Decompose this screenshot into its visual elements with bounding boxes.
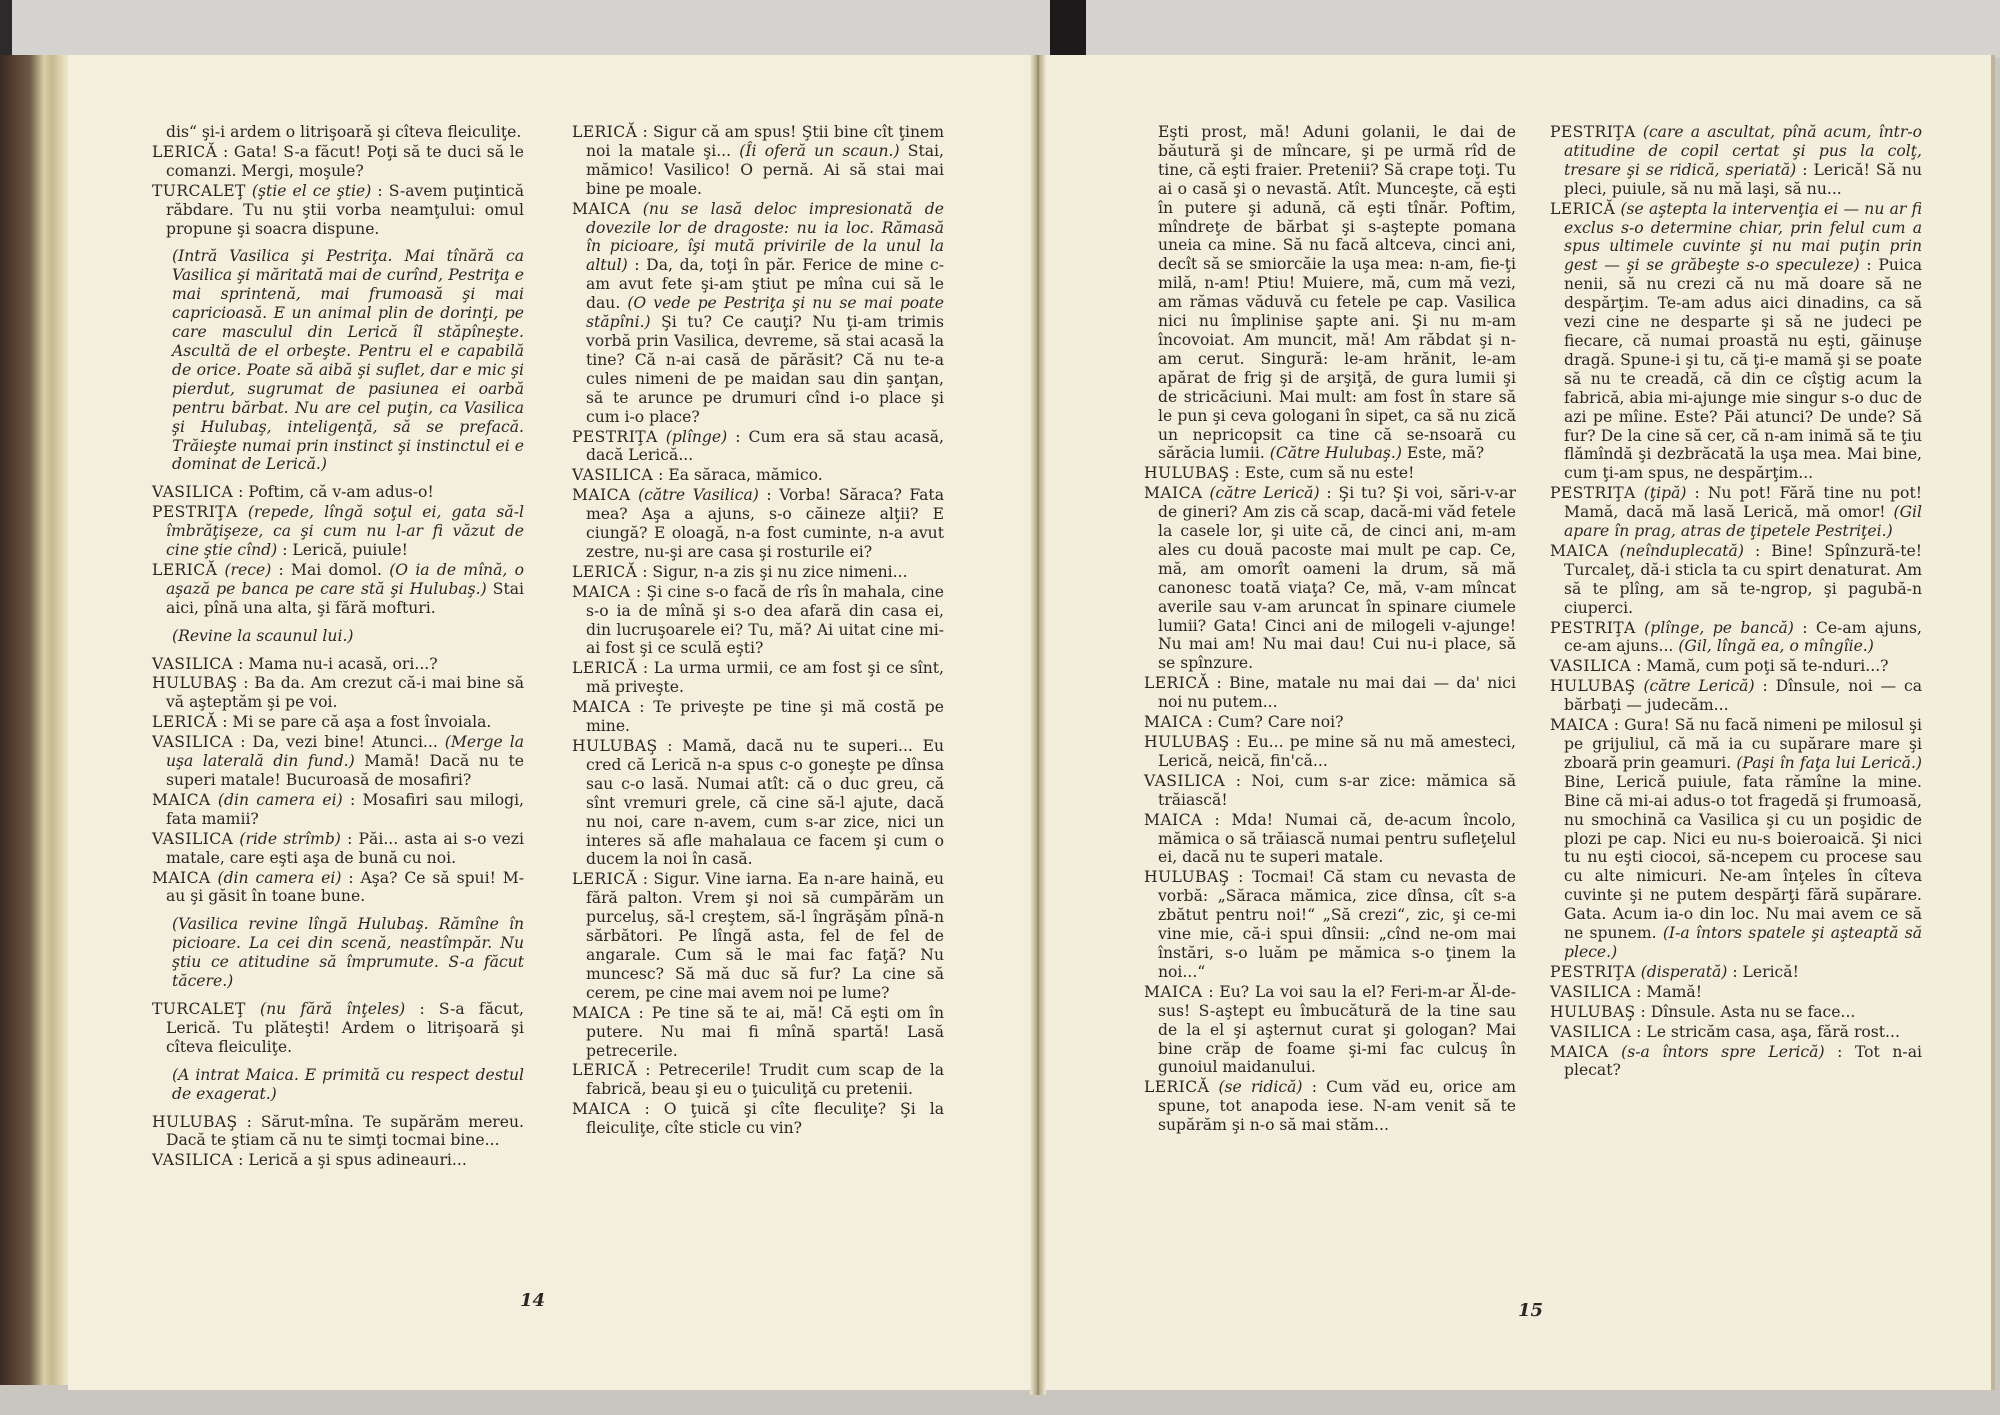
speaker-name: VASILICA xyxy=(152,733,234,752)
dialogue-text: : Cum văd eu, orice am spune, tot anapoda iese. N-am venit să te supărăm şi n-o să mai stăm... xyxy=(1158,1078,1516,1135)
dialogue-line xyxy=(1144,464,1516,483)
speaker-name: HULUBAŞ xyxy=(1550,1002,1636,1021)
dialogue-text: : Este, cum să nu este! xyxy=(1229,464,1415,483)
speaker-name: VASILICA xyxy=(1144,771,1226,790)
dialogue-line xyxy=(1144,868,1516,981)
dialogue-text: : Lerică, puiule! xyxy=(277,541,408,560)
speaker-direction: (plînge) xyxy=(657,427,728,446)
dialogue-line xyxy=(1144,674,1516,712)
inline-direction: (I-a întors spatele şi aşteaptă să plece.) xyxy=(1564,924,1923,961)
dialogue-line xyxy=(1550,542,1922,618)
dialogue-text: : Petrecerile! Trudit cum scap de la fabrică, beau şi eu o ţuiculiţă cu pretenii. xyxy=(586,1061,944,1099)
dialogue-text: : Mamă! xyxy=(1631,982,1702,1001)
dialogue-line xyxy=(152,483,524,502)
dialogue-line xyxy=(1550,677,1922,715)
dialogue-text: : Sigur. Vine iarna. Ea n-are haină, eu fără palton. Vrem şi noi să cumpărăm un purceluş, să-l creştem, să-l îngrăşăm pînă-n sărbători. Pe lîngă asta, fel de fel de angarale. Cum să le mai fac faţă? Nu muncesc? Să mă duc să fur? La cine să cerem, pe cine mai avem noi pe lume? xyxy=(586,870,944,1002)
dialogue-text: : Mai domol. xyxy=(271,560,390,579)
stage-direction xyxy=(152,247,524,474)
speaker-direction: (repede, lîngă soţul ei, gata să-l îmbrăţişeze, ca şi cum nu l-ar fi văzut de cine ştie cînd) xyxy=(166,503,524,560)
speaker-direction: (nu se lasă deloc impresionată de dovezile lor de dragoste: nu ia loc. Rămasă în picioare, îşi mută privirile de la unul la altul) xyxy=(586,199,944,275)
stage-direction xyxy=(152,627,524,646)
dialogue-text: : Le stricăm casa, aşa, fără rost... xyxy=(1631,1022,1900,1041)
speaker-name: HULUBAŞ xyxy=(152,674,238,693)
dialogue-text: : Noi, cum s-ar zice: mămica să trăiască! xyxy=(1158,771,1516,809)
binder-clip-left xyxy=(0,0,12,58)
stage-direction xyxy=(152,915,524,991)
dialogue-text: : Bine! Spînzură-te! Turcaleţ, dă-i sticla ta cu spirt denaturat. Am să te plîng, am să te-ngrop, şi pagubă-n ciuperci. xyxy=(1564,541,1922,617)
dialogue-text: : Mamă, cum poţi să te-nduri...? xyxy=(1631,657,1889,676)
dialogue-text: : Te priveşte pe tine şi mă costă pe mine. xyxy=(586,698,944,736)
dialogue-text: : Pe tine să te ai, mă! Că eşti om în putere. Nu mai fi mînă spartă! Lasă petrecerile. xyxy=(586,1003,944,1060)
dialogue-line xyxy=(1550,200,1922,484)
dialogue-text: : Păi... asta ai s-o vezi matale, care eşti aşa de bună cu noi. xyxy=(166,829,524,867)
speaker-direction: (plînge, pe bancă) xyxy=(1635,618,1794,637)
inline-direction: (O vede pe Pestriţa şi nu se mai poate stăpîni.) xyxy=(586,294,944,332)
dialogue-text: : Gura! Să nu facă nimeni pe milosul şi pe grijuliul, că mă ia cu supărare mare şi zboară prin geamuri. xyxy=(1564,716,1922,772)
dialogue-line xyxy=(1550,1003,1922,1022)
dialogue-text: : Lerică! Să nu pleci, puiule, să nu mă laşi, să nu... xyxy=(1564,160,1922,198)
background-top xyxy=(0,0,2000,58)
dialogue-text: : Sigur că am spus! Ştii bine cît ţinem noi la matale şi... xyxy=(586,123,944,160)
stage-direction-text: (Revine la scaunul lui.) xyxy=(172,626,354,645)
dialogue-continuation xyxy=(1144,123,1516,463)
dialogue-text: : Cum? Care noi? xyxy=(1202,713,1344,732)
dialogue-line xyxy=(1144,484,1516,673)
dialogue-line xyxy=(152,561,524,618)
inline-direction: (Gil apare în prag, atras de ţipetele Pestriţei.) xyxy=(1564,503,1922,541)
dialogue-text: : S-avem puţintică răbdare. Tu nu ştii vorba neamţului: omul propune şi soacra dispune. xyxy=(166,181,524,238)
dialogue-line xyxy=(1144,772,1516,810)
dialogue-text: : Tot n-ai plecat? xyxy=(1564,1042,1922,1080)
speaker-direction: (ride strîmb) xyxy=(233,829,341,848)
speaker-name: HULUBAŞ xyxy=(1144,868,1230,887)
dialogue-line xyxy=(152,655,524,674)
speaker-name: LERICĂ xyxy=(572,1061,638,1080)
speaker-direction: (ştie el ce ştie) xyxy=(245,181,372,200)
speaker-name: LERICĂ xyxy=(1144,674,1210,693)
dialogue-text: : Aşa? Ce să spui! M-au şi găsit în toane bune. xyxy=(166,868,524,906)
inline-direction: (O ia de mînă, o aşază pe banca pe care stă şi Hulubaş.) xyxy=(166,560,524,598)
stage-direction-text: (Vasilica revine lîngă Hulubaş. Rămîne în picioare. La cei din scenă, neastîmpăr. Nu ştiu ce atitudine să împrumute. S-a făcut tăcere.) xyxy=(172,915,524,991)
speaker-name: PESTRIŢA xyxy=(152,503,238,522)
speaker-direction: (se ridică) xyxy=(1209,1078,1303,1097)
dialogue-continuation xyxy=(152,123,524,142)
dialogue-line xyxy=(572,737,944,869)
dialogue-text: : La urma urmii, ce am fost şi ce sînt, mă priveşte. xyxy=(586,659,944,697)
speaker-name: PESTRIŢA xyxy=(572,427,658,446)
speaker-direction: (s-a întors spre Lerică) xyxy=(1608,1042,1825,1061)
dialogue-text: : O ţuică şi cîte fleculiţe? Şi la fleiculiţe, cîte sticle cu vin? xyxy=(586,1100,944,1138)
dialogue-text: : Lerică a şi spus adineauri... xyxy=(233,1151,467,1170)
dialogue-line xyxy=(572,466,944,485)
dialogue-text: Stai, mămico! Vasilico! O pernă. Ai să stai mai bine pe moale. xyxy=(586,141,944,198)
dialogue-line xyxy=(152,503,524,560)
speaker-name: MAICA xyxy=(1144,810,1203,829)
dialogue-text: : Sigur, n-a zis şi nu zice nimeni... xyxy=(637,562,908,581)
dialogue-line xyxy=(1144,733,1516,771)
dialogue-text: Bine, Lerică puiule, fata rămîne la mine. Bine că mi-ai adus-o tot fragedă şi frumoasă, nu smochină ca Vasilica şi cu un poşidic de plozi pe cap. Nici eu nu-s boieroaică. Şi nici tu nu eşti ciocoi, să-ncepem cu procese sau cu alte nimicuri. Ne-am înţeles în cîteva cuvinte şi ne putem despărţi fără supărare. Gata. Acum ia-o din loc. Nu mai avem ce să ne spunem. xyxy=(1564,772,1922,943)
stage-direction-text: (Intră Vasilica şi Pestriţa. Mai tînără ca Vasilica şi măritată mai de curînd, Pestriţa e mai sprintenă, mai frumoasă şi mai capricioasă. E un animal plin de dorinţi, pe care masculul din Lerică îl stăpîneşte. Ascultă de el orbeşte. Pentru el e capabilă de orice. Poate să aibă şi suflet, dar e mic şi pierdut, sugrumat de pasiunea ei oarbă pentru bărbat. Nu are cel puţin, ca Vasilica şi Hulubaş, inteligenţă, să se prefacă. Trăieşte numai prin instinct şi instinctul ei e dominat de Lerică.) xyxy=(172,247,524,474)
inline-direction: (Paşi în faţa lui Lerică.) xyxy=(1736,753,1922,772)
dialogue-text: : Eu? La voi sau la el? Feri-m-ar Ăl-de-sus! S-aştept eu îmbucătură de la tine sau de la el şi aşternut curat şi gologan? Mai bine crăp de foame şi-mi fac culcuş în gunoiul maidanului. xyxy=(1158,982,1516,1077)
dialogue-line xyxy=(572,583,944,659)
inline-direction: (Merge la uşa laterală din fund.) xyxy=(166,733,525,771)
left-page xyxy=(68,55,1038,1390)
speaker-name: MAICA xyxy=(572,1100,631,1119)
speaker-name: MAICA xyxy=(1550,716,1609,735)
speaker-name: HULUBAŞ xyxy=(1144,464,1230,483)
dialogue-line xyxy=(152,182,524,239)
speaker-direction: (din camera ei) xyxy=(210,790,343,809)
dialogue-line xyxy=(1144,811,1516,868)
dialogue-text: : Mi se pare că aşa a fost învoiala. xyxy=(217,713,492,732)
speaker-name: LERICĂ xyxy=(572,123,638,141)
book-spine xyxy=(1030,55,1046,1395)
dialogue-line xyxy=(572,698,944,736)
speaker-name: HULUBAŞ xyxy=(572,737,658,755)
dialogue-text: Eşti prost, mă! Aduni golanii, le dai de băutură şi de mîncare, şi pe urmă rîd de tine, că eşti fraier. Pretenii? Să crape toţi. Tu ai o casă şi o nevastă. Atît. Munceşte, că eşti în putere şi adună, că eşti tînăr. Poftim, mîndreţe de bărbat şi s-aştepte pomana uneia ca mine. Să nu facă altceva, cinci ani, decît să se smiorcăie la uşa mea: n-am, fie-ţi milă, n-am! Ptiu! Muiere, mă, cum mă vezi, am rămas văduvă cu fetele pe cap. Vasilica nici nu împlinise şapte ani. Şi nu m-am încovoiat. Am muncit, mă! Am răbdat şi n-am cerut. Singură: le-am hrănit, le-am apărat de frig şi de arşiţă, de gura lumii şi de stricăciuni. Mai mult: am fost în stare să le pun şi ceva gologani în sipet, ca să nu zică un nepricopsit ca tine că se-nsoară cu sărăcia lumii. xyxy=(1158,123,1516,463)
dialogue-line xyxy=(1550,657,1922,676)
dialogue-text: : Mamă, dacă nu te superi... Eu cred că Lerică n-a spus c-o goneşte pe dînsa sau c-o lasă. Numai atît: că o duc greu, că sînt vremuri grele, că cine să-l ajute, dacă nu noi, care n-avem, cum s-ar zice, nici un interes să afle mahalaua ce facem şi cum o ducem la noi în casă. xyxy=(586,737,944,869)
dialogue-text: : Eu... pe mine să nu mă amesteci, Lerică, neică, fin'că... xyxy=(1158,733,1516,770)
dialogue-text: : Cum era să stau acasă, dacă Lerică... xyxy=(586,427,944,465)
speaker-name: LERICĂ xyxy=(572,659,638,678)
binder-clip xyxy=(1050,0,1086,58)
dialogue-line xyxy=(152,733,524,790)
dialogue-line xyxy=(572,486,944,562)
dialogue-line xyxy=(1144,713,1516,732)
speaker-name: LERICĂ xyxy=(152,142,218,161)
speaker-name: MAICA xyxy=(152,790,211,809)
dialogue-line xyxy=(152,674,524,712)
dialogue-line xyxy=(1550,983,1922,1002)
speaker-name: MAICA xyxy=(152,868,211,887)
speaker-name: MAICA xyxy=(1144,713,1203,732)
speaker-name: LERICĂ xyxy=(152,560,218,579)
dialogue-text: Stai aici, pînă una alta, şi fără mofturi. xyxy=(166,579,524,617)
speaker-direction: (rece) xyxy=(217,560,272,579)
speaker-direction: (disperată) xyxy=(1635,962,1728,981)
speaker-name: MAICA xyxy=(1550,1042,1609,1061)
dialogue-text: : Vorba! Săraca? Fata mea? Aşa a ajuns, s-o căineze alţii? E ciungă? E oloagă, n-a fost cuminte, n-a avut zestre, nu-şi are casa şi rosturile ei? xyxy=(586,486,944,561)
speaker-name: MAICA xyxy=(572,698,631,717)
speaker-name: TURCALEŢ xyxy=(152,181,246,200)
speaker-direction: (se aştepta la intervenţia ei — nu ar fi exclus s-o determine chiar, prin felul cum a spus ultimele cuvinte şi nu mai puţin prin gest — şi se grăbeşte s-o speculeze) xyxy=(1564,199,1922,275)
right-page-column-2 xyxy=(1550,123,1922,1081)
speaker-name: HULUBAŞ xyxy=(1550,677,1636,696)
dialogue-line xyxy=(572,1061,944,1099)
dialogue-text: : Şi cine s-o facă de rîs în mahala, cine s-o ia de mînă şi s-o dea afară din casa ei, din lucruşoarele ei? Tu, mă? Ai uitat cine mi-ai fost şi ce sculă eşti? xyxy=(586,582,944,658)
dialogue-line xyxy=(572,1004,944,1061)
dialogue-text: : Dînsule, noi — ca bărbaţi — judecăm... xyxy=(1564,677,1922,715)
left-page-column-1 xyxy=(152,123,524,1171)
speaker-name: VASILICA xyxy=(1550,657,1632,676)
speaker-name: PESTRIŢA xyxy=(1550,484,1636,503)
dialogue-line xyxy=(1550,1043,1922,1081)
speaker-name: HULUBAŞ xyxy=(1144,733,1230,751)
dialogue-line xyxy=(1144,983,1516,1078)
speaker-direction: (neînduplecată) xyxy=(1608,541,1744,560)
dialogue-text: : Da, vezi bine! Atunci... xyxy=(233,733,445,752)
dialogue-line xyxy=(572,428,944,466)
dialogue-line xyxy=(1550,1023,1922,1042)
speaker-name: MAICA xyxy=(1144,484,1203,503)
dialogue-line xyxy=(152,830,524,868)
right-page-column-1 xyxy=(1144,123,1516,1136)
dialogue-line xyxy=(572,1100,944,1138)
dialogue-text: : Şi tu? Şi voi, sări-v-ar de gineri? Am zis că scap, dacă-mi văd fetele la casele lor, şi uite că, de cinci ani, m-am ales cu două pacoste mai mult pe cap. Ce, mă, am omorît oameni la drum, să mă canonesc toată viaţa? Ce, mă, v-am mîncat averile sau v-am aruncat în spinare ciumele lumii? Gata! Cinci ani de milogeli v-ajunge! Nu mai am! Nu mai dau! Cui nu-i place, să se spînzure. xyxy=(1158,484,1516,673)
speaker-name: LERICĂ xyxy=(1550,199,1616,218)
dialogue-line xyxy=(1550,716,1922,962)
inline-direction: (Îi oferă un scaun.) xyxy=(739,141,900,160)
speaker-name: HULUBAŞ xyxy=(152,1112,238,1131)
dialogue-text: : S-a făcut, Lerică. Tu plăteşti! Ardem o litrişoară şi cîteva fleiculiţe. xyxy=(166,999,524,1056)
speaker-name: TURCALEŢ xyxy=(152,999,246,1018)
dialogue-line xyxy=(572,123,944,199)
dialogue-line xyxy=(572,563,944,582)
dialogue-text: : Gata! S-a făcut! Poţi să te duci să le comanzi. Mergi, moşule? xyxy=(166,142,524,180)
speaker-name: LERICĂ xyxy=(572,870,638,889)
dialogue-text: Este, mă? xyxy=(1401,444,1485,463)
inline-direction: (Către Hulubaş.) xyxy=(1269,444,1402,463)
speaker-direction: (ţipă) xyxy=(1635,484,1687,503)
dialogue-line xyxy=(1550,123,1922,199)
speaker-direction: (către Vasilica) xyxy=(630,486,759,505)
speaker-name: LERICĂ xyxy=(152,713,218,732)
dialogue-line xyxy=(572,870,944,1002)
dialogue-line xyxy=(152,791,524,829)
dialogue-line xyxy=(152,869,524,907)
dialogue-line xyxy=(152,713,524,732)
dialogue-line xyxy=(1550,963,1922,982)
speaker-direction: (care a ascultat, pînă acum, într-o atitudine de copil certat şi pus la colţ, tresare şi se ridică, speriată) xyxy=(1564,123,1922,179)
dialogue-line xyxy=(152,143,524,181)
dialogue-text: dis“ şi-i ardem o litrişoară şi cîteva fleiculiţe. xyxy=(166,123,522,141)
speaker-name: PESTRIŢA xyxy=(1550,962,1636,981)
speaker-direction: (către Lerică) xyxy=(1635,677,1755,696)
dialogue-line xyxy=(152,1113,524,1151)
speaker-name: VASILICA xyxy=(152,1151,234,1170)
speaker-name: VASILICA xyxy=(1550,1022,1632,1041)
dialogue-text: : Puica nenii, să nu crezi că nu mă doare să ne despărţim. Te-am adus aici dinadins, ca să vezi cine ne desparte şi să ne judeci pe fiecare, că numai proastă nu eşti, găinuşe dragă. Spune-i şi tu, că ţi-e mamă şi se poate să nu te creadă, că din ce cîştig acum la fabrică, abia mi-ajunge mie singur s-o duc de azi pe mîine. Este? Păi atunci? De unde? Să fur? De la cine să cer, că n-am inimă să te ţiu flămîndă şi dezbrăcată la uşa mea. Mai bine, cum ţi-am spus, ne despărţim... xyxy=(1564,256,1922,483)
dialogue-text: : Da, da, toţi în păr. Ferice de mine c-am avut fete şi-am ştiut pe mîna cui să le dau. xyxy=(586,256,944,313)
dialogue-text: : Dînsule. Asta nu se face... xyxy=(1635,1002,1856,1021)
dialogue-text: : Ba da. Am crezut că-i mai bine să vă aşteptăm şi pe voi. xyxy=(166,674,524,712)
page-number-left: 14 xyxy=(520,1290,546,1311)
speaker-name: VASILICA xyxy=(152,654,234,673)
speaker-name: MAICA xyxy=(572,582,631,601)
speaker-name: VASILICA xyxy=(572,466,654,485)
stage-direction xyxy=(152,1066,524,1104)
dialogue-text: Mamă! Dacă nu te superi matale! Bucuroasă de mosafiri? xyxy=(166,752,524,789)
speaker-name: MAICA xyxy=(572,1003,631,1022)
dialogue-text: : Nu pot! Fără tine nu pot! Mamă, dacă mă lasă Lerică, mă omor! xyxy=(1564,484,1922,522)
speaker-name: VASILICA xyxy=(152,829,234,848)
dialogue-line xyxy=(1144,1078,1516,1135)
speaker-name: MAICA xyxy=(572,199,631,218)
speaker-name: LERICĂ xyxy=(572,562,638,581)
dialogue-text: : Mda! Numai că, de-acum încolo, mămica o să trăiască numai pentru sufleţelul ei, dacă nu te superi matale. xyxy=(1158,810,1516,867)
speaker-name: VASILICA xyxy=(1550,982,1632,1001)
speaker-name: MAICA xyxy=(1144,982,1203,1001)
speaker-name: VASILICA xyxy=(152,483,234,502)
dialogue-text: : Ce-am ajuns, ce-am ajuns... xyxy=(1564,618,1922,656)
dialogue-text: : Mama nu-i acasă, ori...? xyxy=(233,654,438,673)
dialogue-line xyxy=(152,1000,524,1057)
left-page-column-2 xyxy=(572,123,944,1139)
dialogue-line xyxy=(1550,619,1922,657)
dialogue-text: : Poftim, că v-am adus-o! xyxy=(233,483,434,502)
dialogue-text: : Tocmai! Că stam cu nevasta de vorbă: „Săraca mămica, zice dînsa, cît s-a zbătut pentru noi!“ „Să crezi“, zic, şi ce-mi vine mie, că-i spui dînsii: „cînd ne-om mai înstări, s-o luăm pe mămica s-o ţinem la noi...“ xyxy=(1158,868,1516,981)
speaker-name: PESTRIŢA xyxy=(1550,618,1636,637)
dialogue-line xyxy=(572,659,944,697)
speaker-name: LERICĂ xyxy=(1144,1078,1210,1097)
dialogue-text: Şi tu? Ce cauţi? Nu ţi-am trimis vorbă prin Vasilica, devreme, să stai acasă la tine? Că n-ai casă de părăsit? Că nu te-a cules nimeni de pe maidan sau din şanţan, să te arunce pe drumuri cînd i-o place şi cum i-o place? xyxy=(586,313,944,426)
right-page xyxy=(1040,55,1995,1390)
dialogue-text: : Mosafiri sau milogi, fata mamii? xyxy=(166,790,525,828)
inline-direction: (Gil, lîngă ea, o mîngîie.) xyxy=(1678,637,1874,656)
speaker-direction: (către Lerică) xyxy=(1202,484,1320,503)
speaker-name: MAICA xyxy=(1550,541,1609,560)
dialogue-text: : Ea săraca, mămico. xyxy=(653,466,823,485)
page-number-right: 15 xyxy=(1518,1300,1544,1321)
speaker-direction: (din camera ei) xyxy=(210,868,342,887)
speaker-name: MAICA xyxy=(572,486,631,505)
dialogue-line xyxy=(1550,484,1922,541)
dialogue-text: : Bine, matale nu mai dai — da' nici noi nu putem... xyxy=(1158,674,1516,712)
dialogue-line xyxy=(152,1151,524,1170)
dialogue-line xyxy=(572,200,944,427)
speaker-direction: (nu fără înţeles) xyxy=(245,999,406,1018)
dialogue-text: : Lerică! xyxy=(1727,962,1799,981)
speaker-name: PESTRIŢA xyxy=(1550,123,1636,141)
stage-direction-text: (A intrat Maica. E primită cu respect destul de exagerat.) xyxy=(172,1065,524,1103)
dialogue-text: : Sărut-mîna. Te supărăm mereu. Dacă te ştiam că nu te simţi tocmai bine... xyxy=(166,1112,524,1150)
